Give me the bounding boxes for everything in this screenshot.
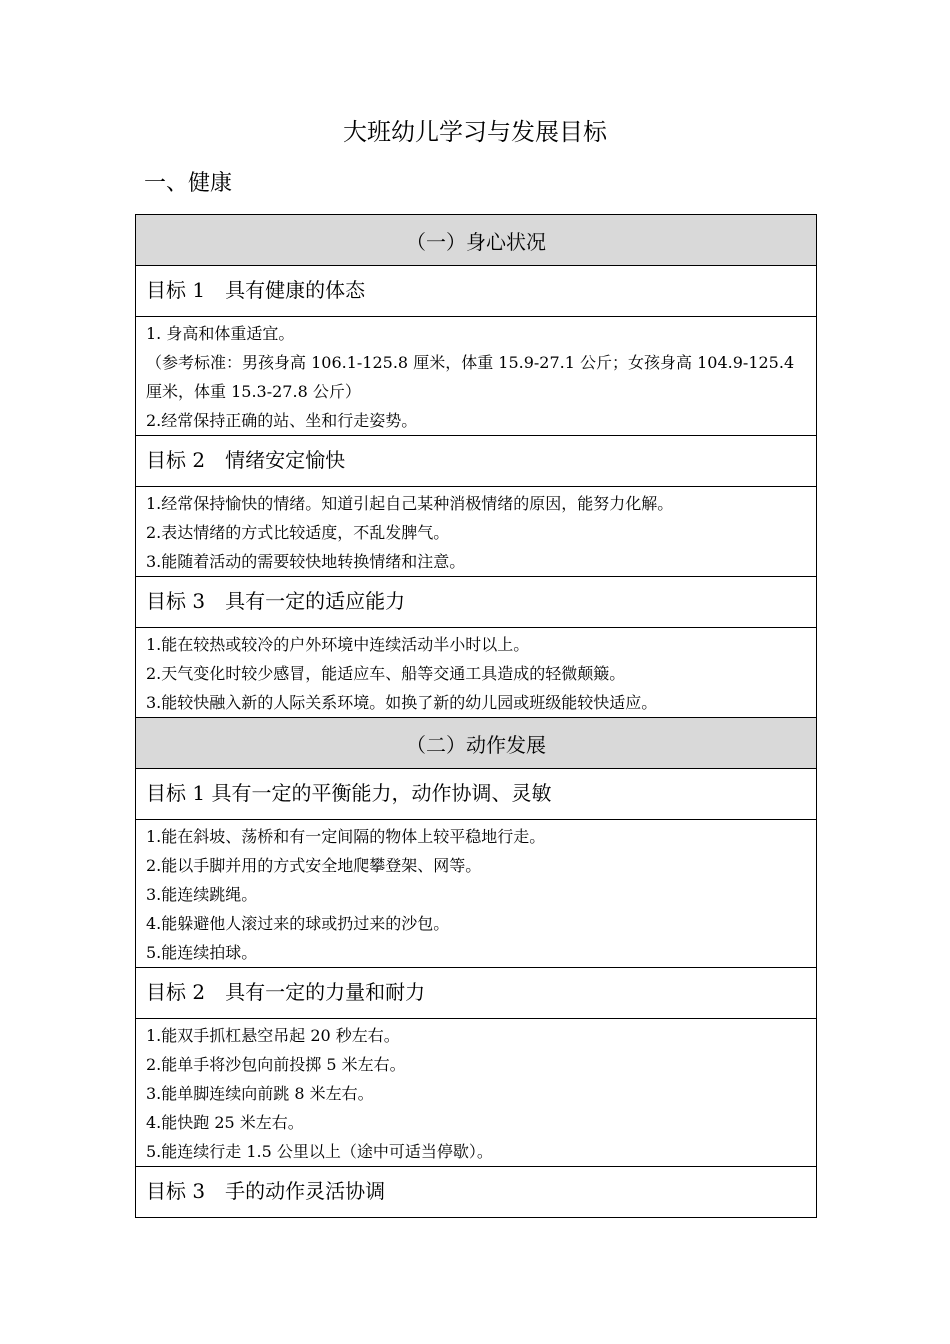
goal-title: 目标 2 具有一定的力量和耐力 (136, 968, 817, 1019)
goal-items-row (136, 628, 817, 718)
goal-item-line: 4.能快跑 25 米左右。 (146, 1113, 304, 1132)
goal-item-line: 5.能连续拍球。 (146, 943, 258, 962)
goal-row (136, 1167, 817, 1218)
goal-items-row (136, 820, 817, 968)
goal-item-line: 3.能单脚连续向前跳 8 米左右。 (146, 1084, 374, 1103)
goal-item-line: 3.能连续跳绳。 (146, 885, 258, 904)
goal-item-line: 3.能随着活动的需要较快地转换情绪和注意。 (146, 552, 466, 571)
goal-items (136, 1019, 817, 1167)
goal-row (136, 968, 817, 1019)
goal-item-line: 1.能在较热或较冷的户外环境中连续活动半小时以上。 (146, 635, 530, 654)
goal-title: 目标 1 具有健康的体态 (136, 266, 817, 317)
goal-item-line: 1.能双手抓杠悬空吊起 20 秒左右。 (146, 1026, 400, 1045)
category-header: （二）动作发展 (136, 718, 817, 769)
goal-item-line: 2.天气变化时较少感冒，能适应车、船等交通工具造成的轻微颠簸。 (146, 664, 626, 683)
goal-title: 目标 2 情绪安定愉快 (136, 436, 817, 487)
goal-items (136, 317, 817, 436)
goal-items (136, 820, 817, 968)
category-header: （一）身心状况 (136, 215, 817, 266)
goal-item-line: 1.能在斜坡、荡桥和有一定间隔的物体上较平稳地行走。 (146, 827, 546, 846)
goal-row (136, 769, 817, 820)
goal-items (136, 628, 817, 718)
goal-item-line: 2.能以手脚并用的方式安全地爬攀登架、网等。 (146, 856, 482, 875)
goal-title: 目标 3 具有一定的适应能力 (136, 577, 817, 628)
goal-row (136, 577, 817, 628)
goal-item-line: 5.能连续行走 1.5 公里以上（途中可适当停歇）。 (146, 1142, 493, 1161)
goal-item-line: 1.经常保持愉快的情绪。知道引起自己某种消极情绪的原因，能努力化解。 (146, 494, 674, 513)
goal-items (136, 487, 817, 577)
page-title: 大班幼儿学习与发展目标 (343, 118, 607, 146)
goal-item-line: （参考标准：男孩身高 106.1-125.8 厘米，体重 15.9-27.1 公斤；女孩身高 104.9-125.4 厘米，体重 15.3-27.8 公斤） (146, 353, 795, 401)
goal-row (136, 436, 817, 487)
goal-item-line: 2.表达情绪的方式比较适度，不乱发脾气。 (146, 523, 450, 542)
goal-item-line: 2.能单手将沙包向前投掷 5 米左右。 (146, 1055, 406, 1074)
goal-items-row (136, 1019, 817, 1167)
goals-table (135, 214, 817, 1218)
goal-row (136, 266, 817, 317)
goal-item-line: 3.能较快融入新的人际关系环境。如换了新的幼儿园或班级能较快适应。 (146, 693, 658, 712)
goal-item-line: 4.能躲避他人滚过来的球或扔过来的沙包。 (146, 914, 450, 933)
goal-items-row (136, 317, 817, 436)
section-heading: 一、健康 (144, 171, 233, 196)
category-header-row (136, 215, 817, 266)
goal-item-line: 2.经常保持正确的站、坐和行走姿势。 (146, 411, 418, 430)
category-header-row (136, 718, 817, 769)
goal-item-line: 1. 身高和体重适宜。 (146, 324, 295, 343)
goal-items-row (136, 487, 817, 577)
goal-title: 目标 3 手的动作灵活协调 (136, 1167, 817, 1218)
goal-title: 目标 1 具有一定的平衡能力，动作协调、灵敏 (136, 769, 817, 820)
